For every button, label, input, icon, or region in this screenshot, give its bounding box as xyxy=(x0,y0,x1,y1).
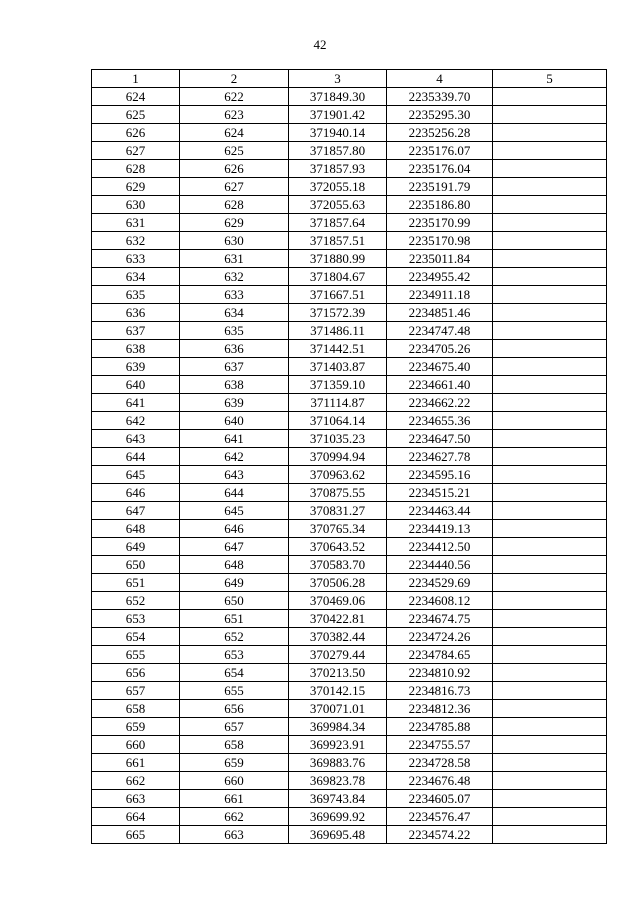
table-cell xyxy=(493,538,607,556)
table-cell: 2234655.36 xyxy=(387,412,493,430)
table-cell: 370213.50 xyxy=(289,664,387,682)
table-cell: 653 xyxy=(180,646,289,664)
table-row xyxy=(92,88,607,106)
table-cell: 664 xyxy=(92,808,180,826)
table-cell: 370765.34 xyxy=(289,520,387,538)
table-cell xyxy=(493,484,607,502)
table-cell: 650 xyxy=(180,592,289,610)
table-cell: 371857.51 xyxy=(289,232,387,250)
table-cell: 630 xyxy=(180,232,289,250)
table-cell: 651 xyxy=(92,574,180,592)
table-cell: 628 xyxy=(180,196,289,214)
table-cell: 371667.51 xyxy=(289,286,387,304)
table-cell: 372055.63 xyxy=(289,196,387,214)
table-cell: 2234605.07 xyxy=(387,790,493,808)
table-cell: 2234675.40 xyxy=(387,358,493,376)
table-cell: 2234851.46 xyxy=(387,304,493,322)
table-cell: 633 xyxy=(92,250,180,268)
table-row xyxy=(92,430,607,448)
table-cell: 2234576.47 xyxy=(387,808,493,826)
table-cell xyxy=(493,322,607,340)
table-cell: 636 xyxy=(92,304,180,322)
table-cell: 647 xyxy=(180,538,289,556)
table-cell: 370422.81 xyxy=(289,610,387,628)
table-cell: 371403.87 xyxy=(289,358,387,376)
table-row xyxy=(92,718,607,736)
table-cell: 658 xyxy=(92,700,180,718)
table-row xyxy=(92,808,607,826)
table-row xyxy=(92,484,607,502)
table-cell xyxy=(493,358,607,376)
table-row xyxy=(92,538,607,556)
table-cell xyxy=(493,808,607,826)
table-cell: 2234747.48 xyxy=(387,322,493,340)
table-cell: 2235295.30 xyxy=(387,106,493,124)
table-cell: 659 xyxy=(180,754,289,772)
table-cell: 370831.27 xyxy=(289,502,387,520)
table-cell: 371114.87 xyxy=(289,394,387,412)
table-cell xyxy=(493,772,607,790)
table-row xyxy=(92,502,607,520)
table-row xyxy=(92,304,607,322)
table-cell: 645 xyxy=(92,466,180,484)
table-cell: 639 xyxy=(92,358,180,376)
table-cell: 2234661.40 xyxy=(387,376,493,394)
table-cell: 2235011.84 xyxy=(387,250,493,268)
table-cell: 627 xyxy=(92,142,180,160)
table-cell: 662 xyxy=(92,772,180,790)
table-cell: 641 xyxy=(180,430,289,448)
table-cell: 369695.48 xyxy=(289,826,387,844)
table-row xyxy=(92,646,607,664)
table-cell: 642 xyxy=(180,448,289,466)
table-cell: 369984.34 xyxy=(289,718,387,736)
table-row xyxy=(92,394,607,412)
table-cell xyxy=(493,520,607,538)
table-cell xyxy=(493,556,607,574)
table-cell xyxy=(493,502,607,520)
table-cell: 626 xyxy=(92,124,180,142)
table-row xyxy=(92,466,607,484)
table-cell: 651 xyxy=(180,610,289,628)
table-cell xyxy=(493,232,607,250)
table-cell: 2234662.22 xyxy=(387,394,493,412)
table-cell: 647 xyxy=(92,502,180,520)
table-cell: 371359.10 xyxy=(289,376,387,394)
table-cell: 660 xyxy=(92,736,180,754)
table-cell: 641 xyxy=(92,394,180,412)
table-row xyxy=(92,772,607,790)
table-row xyxy=(92,610,607,628)
table-cell xyxy=(493,412,607,430)
table-cell: 2234515.21 xyxy=(387,484,493,502)
table-cell: 661 xyxy=(92,754,180,772)
table-cell: 634 xyxy=(180,304,289,322)
table-cell: 370071.01 xyxy=(289,700,387,718)
table-cell: 2234440.56 xyxy=(387,556,493,574)
table-cell: 2234705.26 xyxy=(387,340,493,358)
table-cell xyxy=(493,250,607,268)
table-cell: 656 xyxy=(92,664,180,682)
table-cell: 370875.55 xyxy=(289,484,387,502)
table-cell: 2234816.73 xyxy=(387,682,493,700)
table-cell: 629 xyxy=(92,178,180,196)
table-cell xyxy=(493,718,607,736)
table-cell: 646 xyxy=(180,520,289,538)
table-cell: 657 xyxy=(180,718,289,736)
table-cell xyxy=(493,88,607,106)
table-body xyxy=(92,88,607,844)
table-cell xyxy=(493,304,607,322)
table-cell: 2234608.12 xyxy=(387,592,493,610)
table-cell: 2234785.88 xyxy=(387,718,493,736)
table-row xyxy=(92,790,607,808)
table-cell: 660 xyxy=(180,772,289,790)
table-cell: 649 xyxy=(92,538,180,556)
table-cell: 2234627.78 xyxy=(387,448,493,466)
table-cell: 2234412.50 xyxy=(387,538,493,556)
table-cell xyxy=(493,124,607,142)
table-cell: 662 xyxy=(180,808,289,826)
table-cell: 2234595.16 xyxy=(387,466,493,484)
table-cell: 371572.39 xyxy=(289,304,387,322)
table-cell: 625 xyxy=(92,106,180,124)
table-cell xyxy=(493,394,607,412)
table-row xyxy=(92,250,607,268)
table-cell: 2235176.04 xyxy=(387,160,493,178)
table-cell: 644 xyxy=(180,484,289,502)
table-cell: 370469.06 xyxy=(289,592,387,610)
table-cell: 2235186.80 xyxy=(387,196,493,214)
table-cell: 2234784.65 xyxy=(387,646,493,664)
table-cell: 652 xyxy=(92,592,180,610)
table-cell: 371486.11 xyxy=(289,322,387,340)
table-cell xyxy=(493,826,607,844)
table-cell: 626 xyxy=(180,160,289,178)
table-cell: 642 xyxy=(92,412,180,430)
table-cell xyxy=(493,286,607,304)
table-cell: 648 xyxy=(92,520,180,538)
table-row xyxy=(92,754,607,772)
table-cell: 369883.76 xyxy=(289,754,387,772)
table-row xyxy=(92,664,607,682)
table-cell: 638 xyxy=(92,340,180,358)
table-cell: 649 xyxy=(180,574,289,592)
page-number: 42 xyxy=(313,37,327,52)
table-cell: 624 xyxy=(92,88,180,106)
table-row xyxy=(92,412,607,430)
table-cell: 370994.94 xyxy=(289,448,387,466)
table-cell: 370382.44 xyxy=(289,628,387,646)
table-cell: 2234724.26 xyxy=(387,628,493,646)
table-row xyxy=(92,448,607,466)
table-cell xyxy=(493,610,607,628)
table-row xyxy=(92,196,607,214)
table-cell: 2234955.42 xyxy=(387,268,493,286)
table-cell: 2234728.58 xyxy=(387,754,493,772)
table-cell: 645 xyxy=(180,502,289,520)
table-cell: 371849.30 xyxy=(289,88,387,106)
table-cell: 636 xyxy=(180,340,289,358)
table-cell xyxy=(493,700,607,718)
table-cell: 2234419.13 xyxy=(387,520,493,538)
table-cell: 628 xyxy=(92,160,180,178)
table-cell: 633 xyxy=(180,286,289,304)
table-cell: 625 xyxy=(180,142,289,160)
table-cell: 370583.70 xyxy=(289,556,387,574)
table-row xyxy=(92,628,607,646)
table-cell: 2234812.36 xyxy=(387,700,493,718)
table-cell: 2234755.57 xyxy=(387,736,493,754)
table-cell: 635 xyxy=(92,286,180,304)
table-cell xyxy=(493,574,607,592)
table-cell xyxy=(493,430,607,448)
table-cell xyxy=(493,682,607,700)
table-cell xyxy=(493,466,607,484)
table-cell xyxy=(493,340,607,358)
table-cell xyxy=(493,754,607,772)
table-cell: 2234676.48 xyxy=(387,772,493,790)
table-cell: 370142.15 xyxy=(289,682,387,700)
table-cell: 371857.93 xyxy=(289,160,387,178)
table-cell xyxy=(493,790,607,808)
table-cell: 630 xyxy=(92,196,180,214)
table-cell: 371442.51 xyxy=(289,340,387,358)
table-cell: 652 xyxy=(180,628,289,646)
table-cell: 2234810.92 xyxy=(387,664,493,682)
table-header-row xyxy=(92,70,607,88)
table-cell xyxy=(493,160,607,178)
table-cell: 643 xyxy=(92,430,180,448)
table-row xyxy=(92,682,607,700)
table-cell: 639 xyxy=(180,394,289,412)
table-cell xyxy=(493,268,607,286)
table-cell: 663 xyxy=(180,826,289,844)
table-cell: 623 xyxy=(180,106,289,124)
table-cell: 370643.52 xyxy=(289,538,387,556)
table-row xyxy=(92,178,607,196)
table-cell: 371804.67 xyxy=(289,268,387,286)
table-cell: 663 xyxy=(92,790,180,808)
table-row xyxy=(92,376,607,394)
table-cell: 371940.14 xyxy=(289,124,387,142)
table-row xyxy=(92,736,607,754)
table-cell xyxy=(493,196,607,214)
table-cell: 622 xyxy=(180,88,289,106)
table-cell: 631 xyxy=(92,214,180,232)
table-cell: 371901.42 xyxy=(289,106,387,124)
table-row xyxy=(92,556,607,574)
table-cell: 371857.80 xyxy=(289,142,387,160)
column-header: 2 xyxy=(180,70,289,88)
table-cell: 2234647.50 xyxy=(387,430,493,448)
table-cell: 654 xyxy=(180,664,289,682)
coordinates-table xyxy=(91,69,607,844)
table-cell: 632 xyxy=(180,268,289,286)
table-cell xyxy=(493,448,607,466)
table-cell: 2235170.98 xyxy=(387,232,493,250)
table-cell: 638 xyxy=(180,376,289,394)
table-row xyxy=(92,214,607,232)
table-cell xyxy=(493,646,607,664)
table-cell: 650 xyxy=(92,556,180,574)
table-cell: 655 xyxy=(92,646,180,664)
table-row xyxy=(92,358,607,376)
column-header: 3 xyxy=(289,70,387,88)
table-row xyxy=(92,286,607,304)
table-cell: 371035.23 xyxy=(289,430,387,448)
table-row xyxy=(92,592,607,610)
table-cell: 659 xyxy=(92,718,180,736)
table-cell xyxy=(493,142,607,160)
table-row xyxy=(92,160,607,178)
table-cell: 632 xyxy=(92,232,180,250)
table-cell: 643 xyxy=(180,466,289,484)
table-cell: 371857.64 xyxy=(289,214,387,232)
table-cell: 369743.84 xyxy=(289,790,387,808)
table-row xyxy=(92,700,607,718)
table-cell: 2235170.99 xyxy=(387,214,493,232)
table-cell: 624 xyxy=(180,124,289,142)
table-cell: 370963.62 xyxy=(289,466,387,484)
table-cell xyxy=(493,628,607,646)
table-cell: 646 xyxy=(92,484,180,502)
table-row xyxy=(92,232,607,250)
table-cell: 370506.28 xyxy=(289,574,387,592)
table-cell xyxy=(493,178,607,196)
table-cell: 369699.92 xyxy=(289,808,387,826)
table-cell: 644 xyxy=(92,448,180,466)
table-cell: 656 xyxy=(180,700,289,718)
column-header: 4 xyxy=(387,70,493,88)
table-cell xyxy=(493,592,607,610)
table-cell: 371064.14 xyxy=(289,412,387,430)
table-cell xyxy=(493,106,607,124)
table-cell: 2234463.44 xyxy=(387,502,493,520)
table-row xyxy=(92,124,607,142)
table-row xyxy=(92,268,607,286)
column-header: 5 xyxy=(493,70,607,88)
table-cell: 637 xyxy=(92,322,180,340)
table-cell: 369823.78 xyxy=(289,772,387,790)
table-cell: 2235256.28 xyxy=(387,124,493,142)
table-cell: 653 xyxy=(92,610,180,628)
table-cell xyxy=(493,664,607,682)
table-cell: 2234911.18 xyxy=(387,286,493,304)
table-cell: 370279.44 xyxy=(289,646,387,664)
table-cell: 2235176.07 xyxy=(387,142,493,160)
table-cell: 2235191.79 xyxy=(387,178,493,196)
table-cell: 369923.91 xyxy=(289,736,387,754)
table-cell: 2234574.22 xyxy=(387,826,493,844)
table-cell: 634 xyxy=(92,268,180,286)
table-cell: 371880.99 xyxy=(289,250,387,268)
table-cell: 627 xyxy=(180,178,289,196)
table-cell: 655 xyxy=(180,682,289,700)
table-cell: 637 xyxy=(180,358,289,376)
table-cell: 2235339.70 xyxy=(387,88,493,106)
table-row xyxy=(92,322,607,340)
table-cell: 629 xyxy=(180,214,289,232)
table-cell: 648 xyxy=(180,556,289,574)
table-cell: 654 xyxy=(92,628,180,646)
table-cell: 658 xyxy=(180,736,289,754)
table-cell: 640 xyxy=(92,376,180,394)
table-cell xyxy=(493,214,607,232)
table-row xyxy=(92,106,607,124)
table-cell: 2234674.75 xyxy=(387,610,493,628)
column-header: 1 xyxy=(92,70,180,88)
table-cell: 661 xyxy=(180,790,289,808)
table-row xyxy=(92,826,607,844)
table-cell: 372055.18 xyxy=(289,178,387,196)
table-cell: 665 xyxy=(92,826,180,844)
table-row xyxy=(92,520,607,538)
table-cell: 2234529.69 xyxy=(387,574,493,592)
table-cell: 631 xyxy=(180,250,289,268)
table-cell: 635 xyxy=(180,322,289,340)
table-row xyxy=(92,574,607,592)
table-cell: 657 xyxy=(92,682,180,700)
table-row xyxy=(92,142,607,160)
table-cell xyxy=(493,376,607,394)
table-cell xyxy=(493,736,607,754)
table-cell: 640 xyxy=(180,412,289,430)
table-row xyxy=(92,340,607,358)
